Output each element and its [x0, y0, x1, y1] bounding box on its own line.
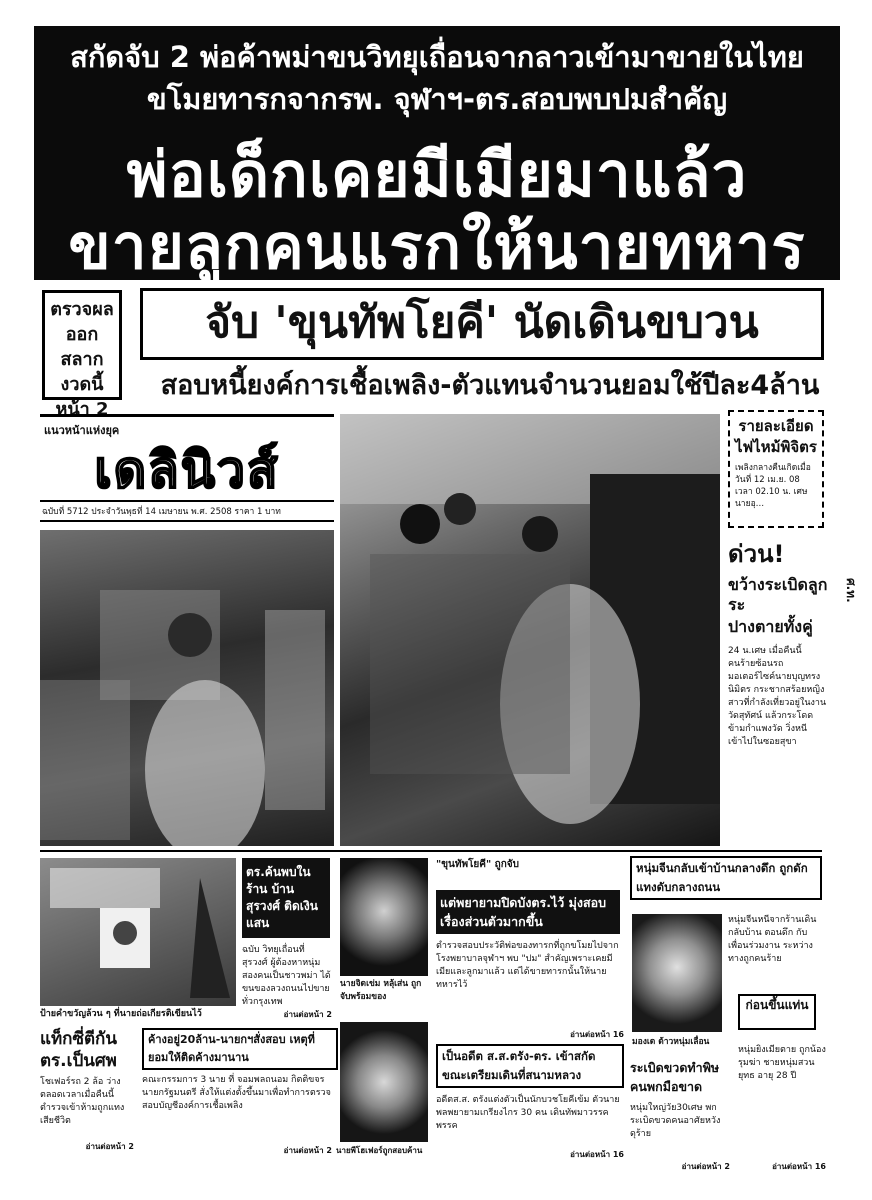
- subheadline: สอบหนี้ยงค์การเชื้อเพลิง-ตัวแทนจำนวนยอมใช้ปีละ4ล้าน: [160, 370, 820, 401]
- urgent-headline-2: ปางตายทั้งคู่: [728, 617, 813, 636]
- story-a-body: ฉบับ วิทยุเถื่อนที่ สุรวงศ์ ผู้ต้องหาหนุ่มสองคนเป็นชาวพม่า ได้ขนของลวงถนนไปขายทั่วกรุงเทพ: [242, 945, 331, 1007]
- story-h: หนุ่มยิงเมียตาย ถูกน้องรุมฆ่า ชายหนุ่มสวนยุทธ อายุ 28 ปี: [738, 1045, 826, 1081]
- story-g-body: หนุ่มใหญ่วัย30เศษ พกระเบิดขวดคนอาศัยหวังดุร้าย: [630, 1103, 721, 1139]
- issue-line: ฉบับที่ 5712 ประจำวันพุธที่ 14 เมษายน พ.ศ. 2508 ราคา 1 บาท: [40, 500, 334, 522]
- urgent-label: ด่วน!: [728, 540, 785, 568]
- read-more-e[interactable]: อ่านต่อหน้า 2: [85, 1142, 134, 1151]
- caption-victim: มองเด ด้าวหนุ่มเลื่อน: [632, 1037, 710, 1047]
- story-c-head: เป็นอดีต ส.ส.ตรัง-ตร. เข้าสกัด ขณะเตรียมเดินที่สนามหลวง: [436, 1044, 624, 1088]
- story-c-body: อดีตส.ส. ตรังแต่งตัวเป็นนักบวชโยคีเข้ม ตัวนายพลพยายามเกรียงไกร 30 คน เดินทัพมาวรรคพรรค: [436, 1095, 620, 1131]
- main-headline-2: ขายลูกคนแรกให้นายทหาร: [68, 210, 806, 283]
- headline-kicker-1: สกัดจับ 2 พ่อค้าพม่าขนวิทยุเถื่อนจากลาวเข้ามาขายในไทย: [70, 40, 804, 74]
- photo-arrest-shapes: [340, 414, 720, 846]
- urgent-body: 24 น.เศษ เมื่อคืนนี้ คนร้ายซ้อนรถมอเตอร์ไซค์นายบุญทรง นิมิตร กระชากสร้อยหญิง สาวที่กำลังเที่ยวอยู่ในงานวัดสุทัศน์ แล้วกระโดดข้ามกำแพงวัด วิ่งหนีเข้าไปในซอยสุขา: [728, 646, 827, 747]
- photo-victim: [632, 914, 722, 1032]
- masthead-logo: เดลินิวส์: [94, 441, 280, 499]
- story-g-head: ระเบิดขวดทำพิษ คนพกมือขาด: [630, 1060, 720, 1094]
- fire-body: เพลิงกลางคืนเกิดเมื่อวันที่ 12 เม.ย. 08 เวลา 02.10 น. เศษ นายอุ…: [735, 463, 811, 509]
- story-b-head: แต่พยายามปิดบังตร.ไว้ มุ่งสอบเรื่องส่วนตัวมากขึ้น: [436, 890, 620, 934]
- story-b-kicker: "ขุนทัพโยคี" ถูกจับ: [436, 859, 519, 870]
- story-e-head: แท็กซี่ตีกัน ตร.เป็นศพ: [40, 1029, 117, 1071]
- caption-mugshot-2: นายพีโฮเฟอร์ถูกสอบค้าน: [336, 1146, 423, 1155]
- fire-details-box[interactable]: [728, 410, 824, 528]
- photo-warehouse-shapes: [40, 530, 334, 846]
- lottery-results-box[interactable]: ตรวจผล ออกสลาก งวดนี้ หน้า 2: [42, 290, 122, 400]
- mugshot-1: [340, 858, 428, 976]
- headline-block: [34, 26, 840, 283]
- read-more-d[interactable]: อ่านต่อหน้า 2: [283, 1146, 332, 1155]
- masthead-slogan: แนวหน้าแห่งยุค: [44, 424, 120, 437]
- story-f-head: หนุ่มจีนกลับเข้าบ้านกลางดึก ถูกดักแทงดับกลางถนน: [630, 856, 822, 900]
- story-d-body: คณะกรรมการ 3 นาย ที่ จอมพลถนอม กิตติขจร นายกรัฐมนตรี สั่งให้แต่งตั้งขึ้นมาเพื่อทำการตรวจสอบบัญชีองค์การเชื้อเพลิง: [142, 1075, 331, 1111]
- headline-kicker-2: ขโมยทารกจากรพ. จุฬาฯ-ตร.สอบพบปมสำคัญ: [146, 82, 728, 116]
- urgent-headline-1: ขว้างระเบิดลูกระ: [728, 575, 828, 614]
- caption-banners: ป้ายคำขวัญล้วน ๆ ที่นายถ่อเกียรติเขียนไว้: [40, 1009, 202, 1019]
- read-more-h[interactable]: อ่านต่อหน้า 16: [772, 1162, 826, 1171]
- photo-banners-shapes: [40, 858, 236, 1006]
- story-b-body: ตำรวจสอบประวัติพ่อของทารกที่ถูกขโมยไปจากโรงพยาบาลจุฬาฯ พบ "ปม" สำคัญเพราะเคยมีเมียและลูกมาแล้ว แต่ได้ขายทารกนั้นให้นายทหารไว้: [436, 941, 619, 990]
- shorts-box-label: ก่อนขึ้นแท่น: [738, 994, 816, 1030]
- story-f-body: หนุ่มจีนหนีจากร้านเดินกลับบ้าน ตอนดึก กับเพื่อนร่วมงาน ระหว่างทางถูกคนร้าย: [728, 915, 817, 964]
- read-more-g[interactable]: อ่านต่อหน้า 2: [681, 1162, 730, 1171]
- handwritten-note: ศ.ท.: [844, 578, 858, 603]
- photo-arrest: [340, 414, 720, 846]
- capture-headline: จับ 'ขุนทัพโยคี' นัดเดินขบวน: [140, 288, 824, 360]
- story-e-body: โชเฟอร์รถ 2 ล้อ ว่าง ตลอดเวลาเมื่อคืนนี้ ตำรวจเข้าห้ามถูกแทงเสียชีวิต: [40, 1077, 125, 1126]
- photo-warehouse: [40, 530, 334, 846]
- caption-mugshot-1: นายจิดเข่ม หลุ้เส่น ถูกจับพร้อมของ: [340, 979, 422, 1002]
- read-more-b[interactable]: อ่านต่อหน้า 16: [570, 1030, 624, 1039]
- photo-banners: [40, 858, 236, 1006]
- read-more-a[interactable]: อ่านต่อหน้า 2: [283, 1010, 332, 1019]
- story-a-head: ตร.ค้นพบในร้าน บ้านสุรวงศ์ ติดเงินแสน: [242, 858, 330, 938]
- main-headline-1: พ่อเด็กเคยมีเมียมาแล้ว: [126, 138, 748, 211]
- masthead: [40, 414, 334, 501]
- fire-title: รายละเอียดไฟไหม้พิจิตร: [735, 417, 817, 456]
- section-divider: [40, 850, 822, 852]
- read-more-c[interactable]: อ่านต่อหน้า 16: [570, 1150, 624, 1159]
- urgent-story[interactable]: [728, 534, 828, 749]
- story-d-head: ค้างอยู่20ล้าน-นายกฯสั่งสอบ เหตุที่ยอมให้ติดค้างมานาน: [142, 1028, 338, 1070]
- mugshot-2: [340, 1022, 428, 1142]
